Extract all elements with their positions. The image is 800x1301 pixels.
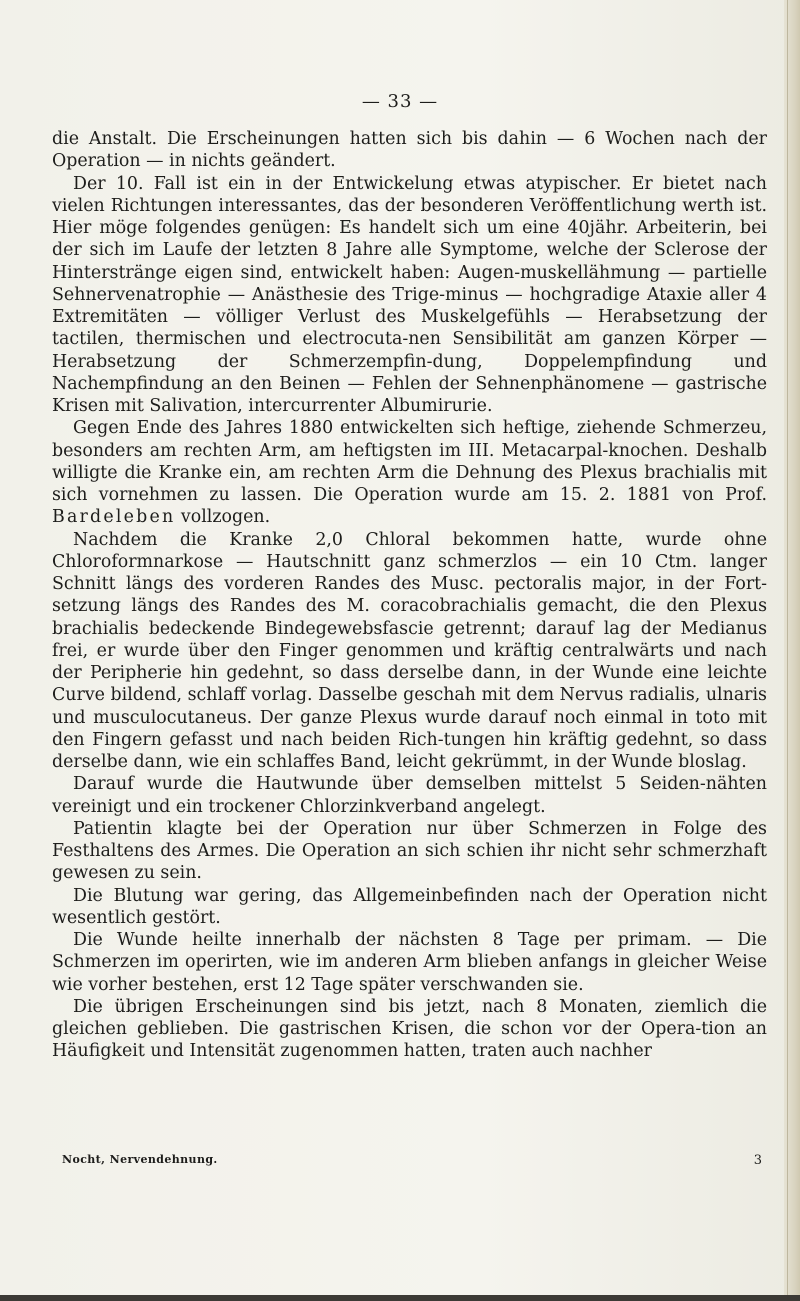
page-edge-line xyxy=(787,0,788,1301)
paragraph-3-text-b: vollzogen. xyxy=(175,507,271,528)
page-number: — 33 — xyxy=(361,91,439,112)
paragraph-9: Die übrigen Erscheinungen sind bis jetzt, nach 8 Monaten, ziemlich die gleichen geblieben. Die gastrischen Krisen, die schon vor der Opera-tion an Häufigkeit und Intensität zugenommen hatten, traten auch nachher xyxy=(52,996,767,1062)
signature-line: Nocht, Nervendehnung. xyxy=(62,1153,218,1166)
surgeon-name: Bardeleben xyxy=(52,507,176,528)
paragraph-1: die Anstalt. Die Erscheinungen hatten sich bis dahin — 6 Wochen nach der Operation — in nichts geändert. xyxy=(52,129,767,172)
page-footer xyxy=(62,1153,762,1173)
paragraph-5: Darauf wurde die Hautwunde über demselben mittelst 5 Seiden-nähten vereinigt und ein trockener Chlorzinkverband angelegt. xyxy=(52,774,767,817)
paragraph-3 xyxy=(52,417,767,528)
body-text xyxy=(52,128,767,1063)
paragraph-2: Der 10. Fall ist ein in der Entwickelung etwas atypischer. Er bietet nach vielen Richtungen interessantes, das der besonderen Veröffentlichung werth ist. Hier möge folgendes genügen: Es handelt sich um eine 40jähr. Arbeiterin, bei der sich im Laufe der letzten 8 Jahre alle Symptome, welche der Sclerose der Hinterstränge eigen sind, entwickelt haben: Augen-muskellähmung — partielle Sehnervenatrophie — Anästhesie des Trige-minus — hochgradige Ataxie aller 4 Extremitäten — völliger Verlust des Muskelgefühls — Herabsetzung der tactilen, thermischen und electrocuta-nen Sensibilität am ganzen Körper — Herabsetzung der Schmerzempfin-dung, Doppelempfindung und Nachempfindung an den Beinen — Fehlen der Sehnenphänomene — gastrische Krisen mit Salivation, intercurrenter Albumirurie. xyxy=(52,173,767,416)
paragraph-8: Die Wunde heilte innerhalb der nächsten 8 Tage per primam. — Die Schmerzen im operirten, wie im anderen Arm blieben anfangs in gleicher Weise wie vorher bestehen, erst 12 Tage später verschwanden sie. xyxy=(52,930,767,995)
sheet-mark: 3 xyxy=(753,1153,762,1168)
paragraph-7: Die Blutung war gering, das Allgemeinbefinden nach der Operation nicht wesentlich gestört. xyxy=(52,885,767,928)
paragraph-6: Patientin klagte bei der Operation nur über Schmerzen in Folge des Festhaltens des Armes. Die Operation an sich schien ihr nicht sehr schmerzhaft gewesen zu sein. xyxy=(52,818,767,884)
scan-bottom-edge xyxy=(0,1295,800,1301)
paragraph-3-text-a: Gegen Ende des Jahres 1880 entwickelten sich heftige, ziehende Schmerzeu, besonders am rechten Arm, am heftigsten im III. Metacarpal-knochen. Deshalb willigte die Kranke ein, am rechten Arm die Dehnung des Plexus brachialis mit sich vornehmen zu lassen. Die Operation wurde am 15. 2. 1881 von Prof. xyxy=(52,418,767,505)
paragraph-4: Nachdem die Kranke 2,0 Chloral bekommen hatte, wurde ohne Chloroformnarkose — Hautschnitt ganz schmerzlos — ein 10 Ctm. langer Schnitt längs des vorderen Randes des Musc. pectoralis major, in der Fort-setzung längs des Randes des M. coracobrachialis gemacht, die den Plexus brachialis bedeckende Bindegewebsfascie getrennt; darauf lag der Medianus frei, er wurde über den Finger genommen und kräftig centralwärts und nach der Peripherie hin gedehnt, so dass derselbe dann, in der Wunde eine leichte Curve bildend, schlaff vorlag. Dasselbe geschah mit dem Nervus radialis, ulnaris und musculocutaneus. Der ganze Plexus wurde darauf noch einmal in toto mit den Fingern gefasst und nach beiden Rich-tungen hin kräftig gedehnt, so dass derselbe dann, wie ein schlaffes Band, leicht gekrümmt, in der Wunde bloslag. xyxy=(52,529,767,772)
